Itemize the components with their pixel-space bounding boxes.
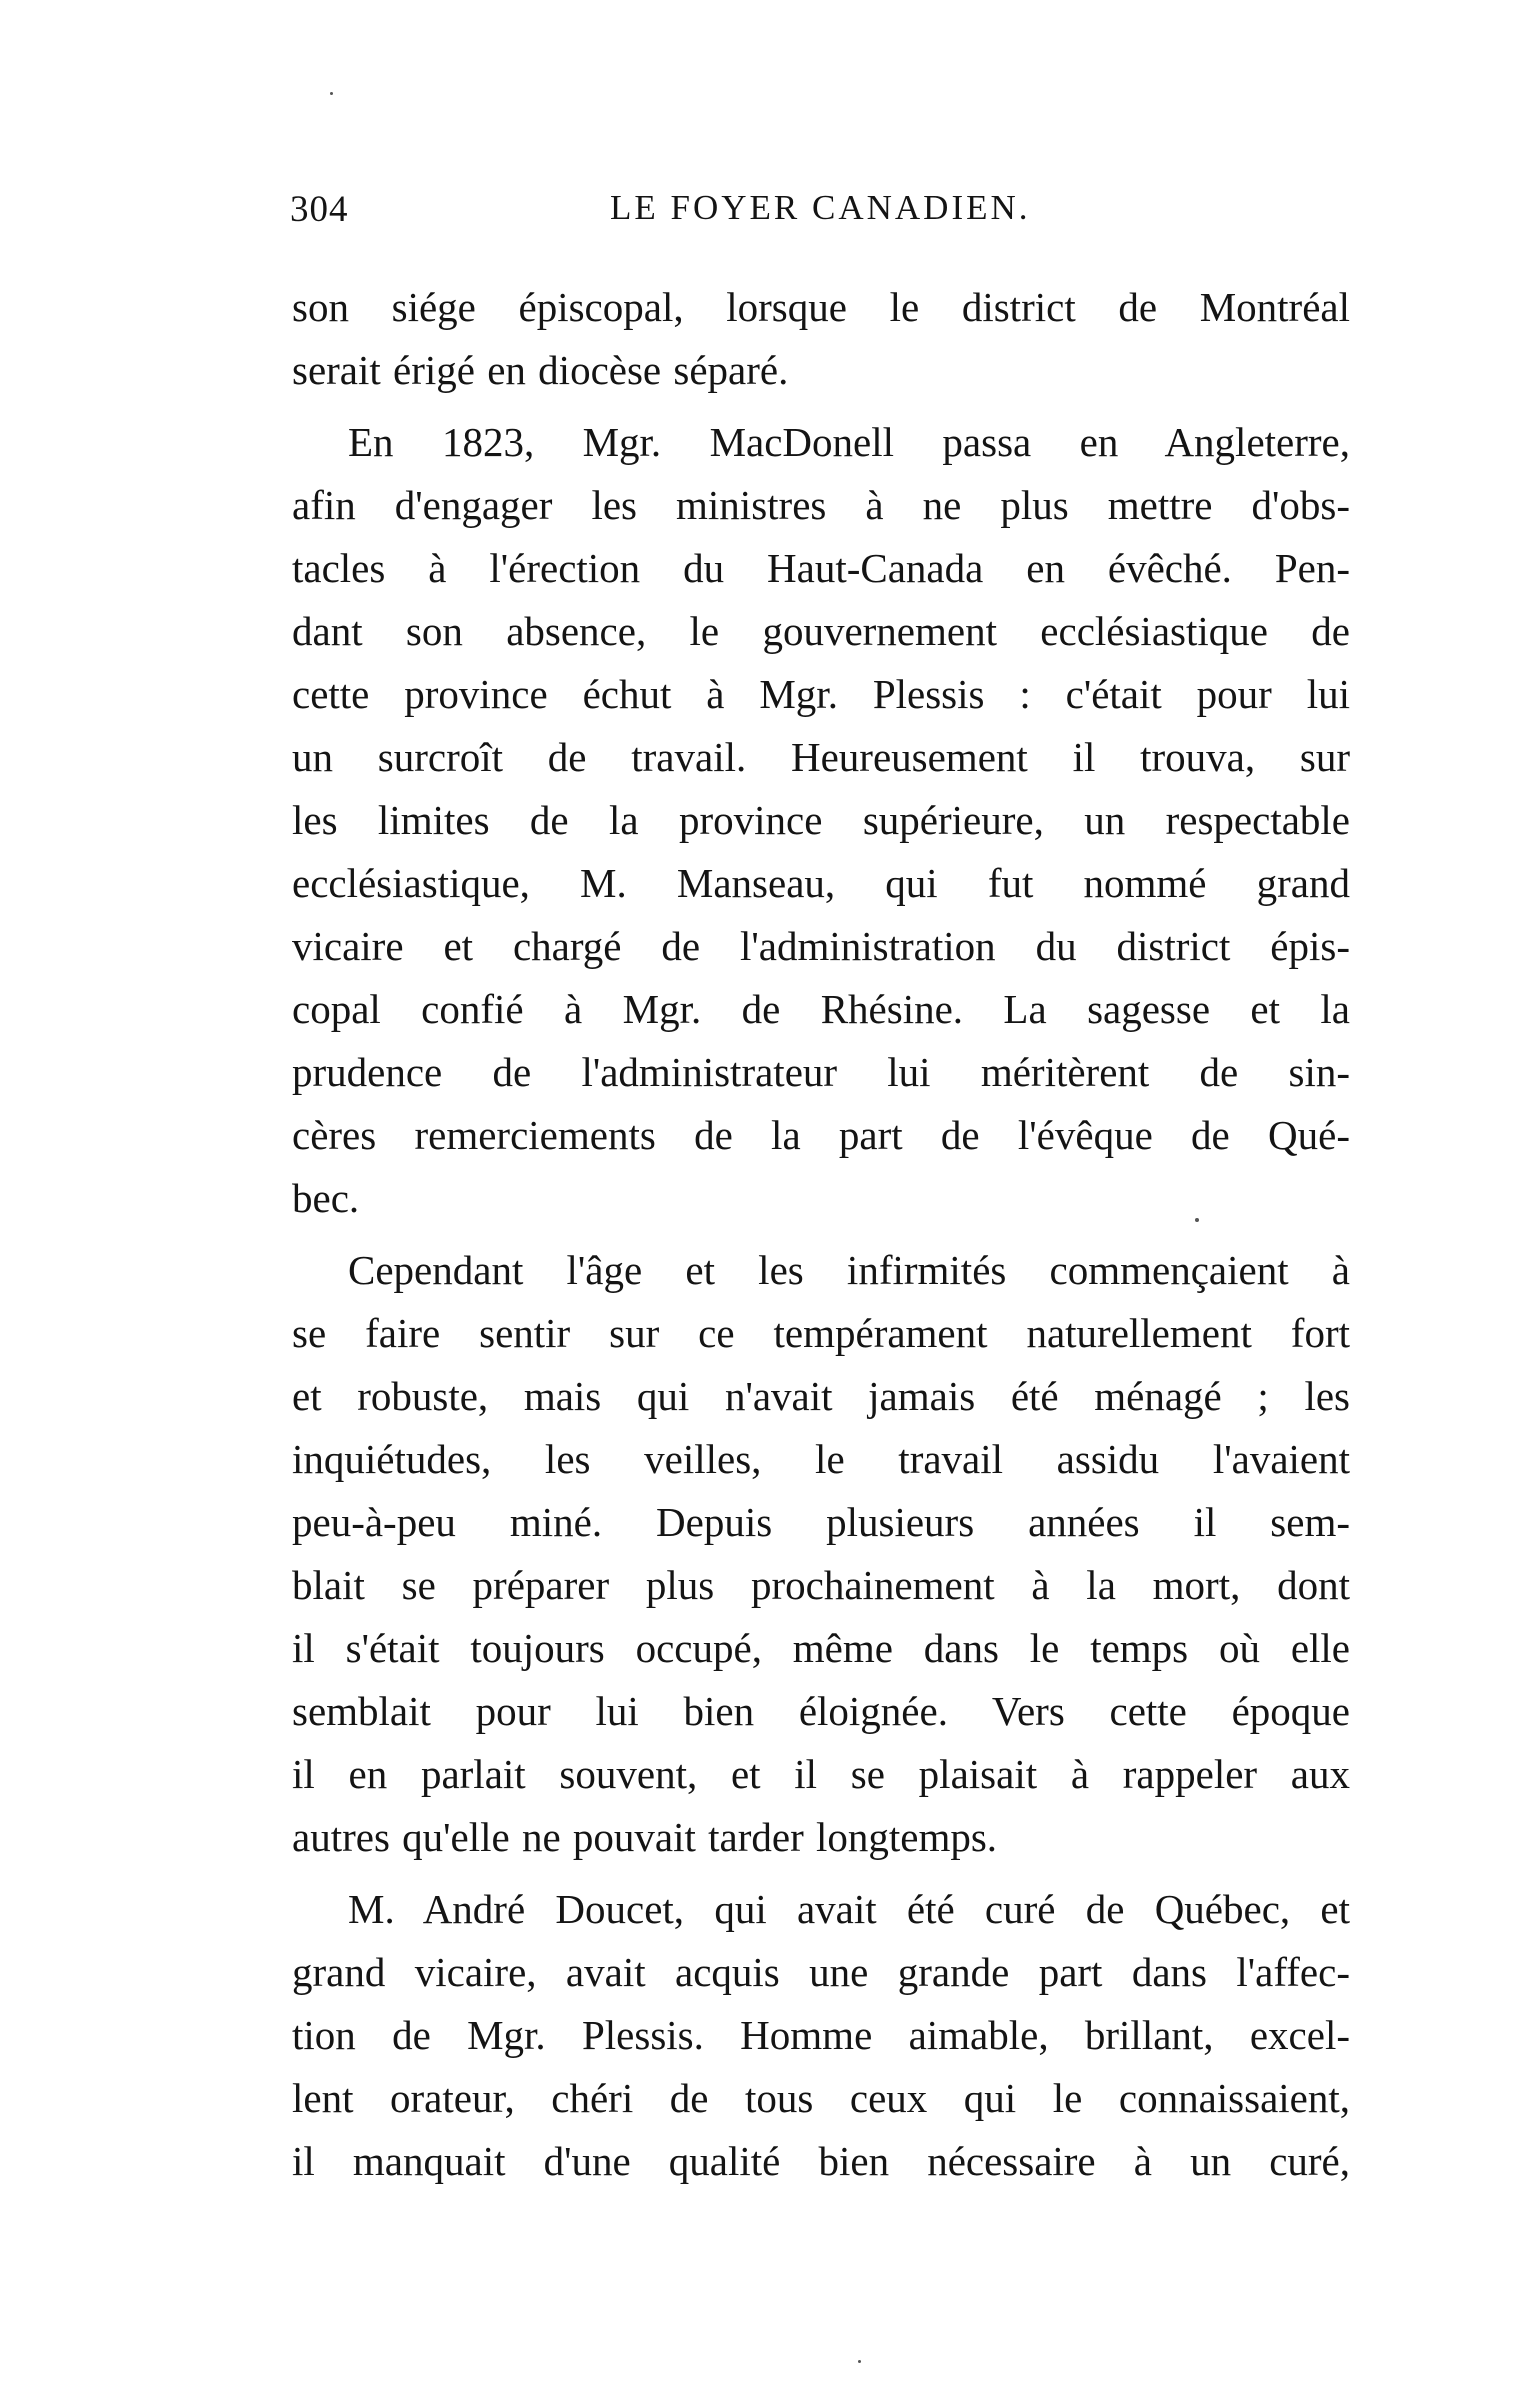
text-line: et robuste, mais qui n'avait jamais été ménagé ; les (292, 1373, 1350, 1419)
text-line: blait se préparer plus prochainement à la mort, dont (292, 1562, 1350, 1608)
text-line: vicaire et chargé de l'administration du district épis- (292, 923, 1350, 969)
text-line: tacles à l'érection du Haut-Canada en évêché. Pen- (292, 545, 1350, 591)
text-line: autres qu'elle ne pouvait tarder longtemps. (292, 1814, 998, 1860)
text-line: peu-à-peu miné. Depuis plusieurs années il sem- (292, 1499, 1350, 1545)
text-line: dant son absence, le gouvernement ecclésiastique de (292, 608, 1350, 654)
running-title: LE FOYER CANADIEN. (610, 188, 1031, 227)
text-line: inquiétudes, les veilles, le travail assidu l'avaient (292, 1436, 1350, 1482)
text-line: il en parlait souvent, et il se plaisait à rappeler aux (292, 1751, 1350, 1797)
text-line: semblait pour lui bien éloignée. Vers cette époque (292, 1688, 1350, 1734)
paragraph (292, 276, 1350, 402)
text-line: un surcroît de travail. Heureusement il trouva, sur (292, 734, 1350, 780)
text-line: afin d'engager les ministres à ne plus mettre d'obs- (292, 482, 1350, 528)
print-speck (858, 2360, 861, 2363)
text-line: copal confié à Mgr. de Rhésine. La sagesse et la (292, 986, 1350, 1032)
text-line: prudence de l'administrateur lui méritèrent de sin- (292, 1049, 1350, 1095)
paragraph (292, 1239, 1350, 1869)
text-line: cères remerciements de la part de l'évêque de Qué- (292, 1112, 1350, 1158)
text-line: il s'était toujours occupé, même dans le temps où elle (292, 1625, 1350, 1671)
text-line: Cependant l'âge et les infirmités commençaient à (348, 1247, 1350, 1293)
paragraph-gap (292, 1230, 1350, 1239)
running-head (290, 188, 1350, 238)
text-line: les limites de la province supérieure, un respectable (292, 797, 1350, 843)
print-speck (330, 92, 333, 95)
page-number: 304 (290, 189, 349, 230)
text-line: grand vicaire, avait acquis une grande part dans l'affec- (292, 1949, 1350, 1995)
body-text (292, 276, 1350, 2193)
text-line: bec. (292, 1175, 360, 1221)
paragraph-gap (292, 1869, 1350, 1878)
text-line: son siége épiscopal, lorsque le district de Montréal (292, 284, 1350, 330)
print-speck (1195, 1218, 1199, 1222)
text-line: M. André Doucet, qui avait été curé de Québec, et (348, 1886, 1350, 1932)
text-line: cette province échut à Mgr. Plessis : c'était pour lui (292, 671, 1350, 717)
text-line: il manquait d'une qualité bien nécessaire à un curé, (292, 2138, 1350, 2184)
paragraph (292, 411, 1350, 1230)
text-line: tion de Mgr. Plessis. Homme aimable, brillant, excel- (292, 2012, 1350, 2058)
text-line: se faire sentir sur ce tempérament naturellement fort (292, 1310, 1350, 1356)
paragraph (292, 1878, 1350, 2193)
text-line: serait érigé en diocèse séparé. (292, 347, 789, 393)
text-line: lent orateur, chéri de tous ceux qui le connaissaient, (292, 2075, 1350, 2121)
text-line: En 1823, Mgr. MacDonell passa en Angleterre, (348, 419, 1350, 465)
text-line: ecclésiastique, M. Manseau, qui fut nommé grand (292, 860, 1350, 906)
paragraph-gap (292, 402, 1350, 411)
